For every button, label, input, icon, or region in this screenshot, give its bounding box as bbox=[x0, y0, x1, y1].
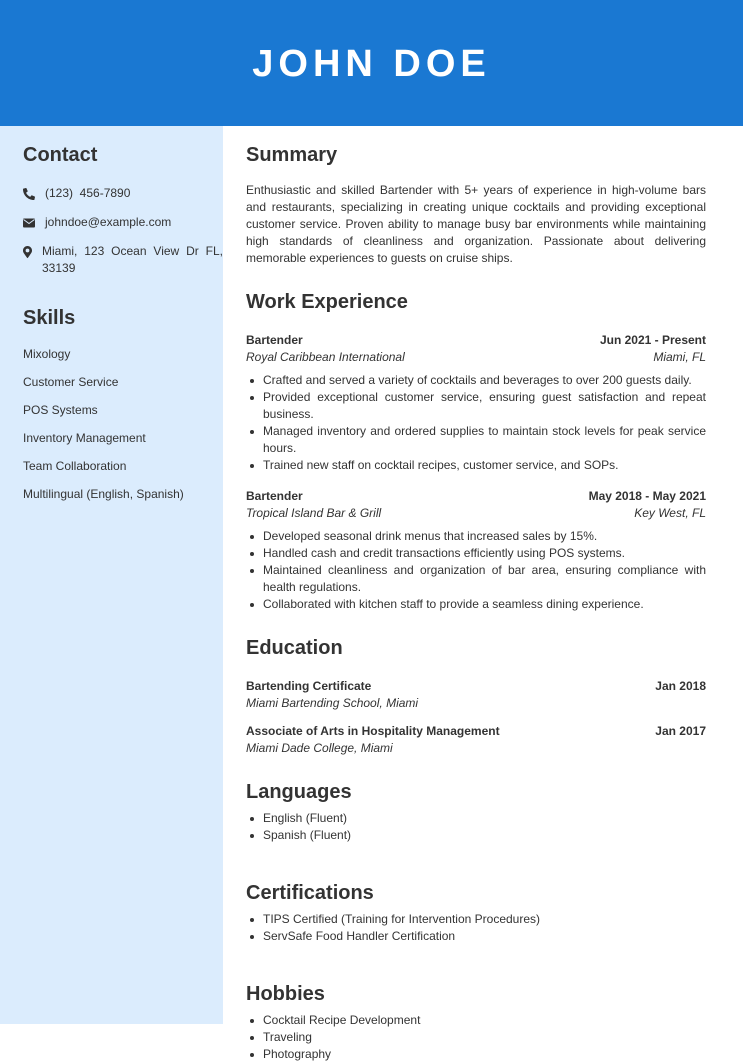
skill-item: Mixology bbox=[23, 347, 71, 361]
job-dates: Jun 2021 - Present bbox=[599, 333, 706, 347]
certifications-heading: Certifications bbox=[246, 882, 374, 904]
address-text: Miami, 123 Ocean View Dr FL, 33139 bbox=[42, 244, 223, 275]
education-heading: Education bbox=[246, 637, 343, 659]
hobbies-heading: Hobbies bbox=[246, 983, 325, 1005]
bullet-item: Crafted and served a variety of cocktails and beverages to over 200 guests daily. bbox=[246, 372, 706, 389]
job-role: Bartender bbox=[246, 333, 303, 347]
phone-icon bbox=[23, 185, 45, 202]
education-degree: Bartending Certificate bbox=[246, 679, 372, 693]
phone-text: (123) 456-7890 bbox=[45, 186, 131, 200]
language-item: English (Fluent) bbox=[246, 810, 706, 827]
map-pin-icon bbox=[23, 243, 42, 260]
main-content bbox=[246, 126, 706, 1063]
job-dates: May 2018 - May 2021 bbox=[588, 489, 706, 503]
skills-heading: Skills bbox=[23, 307, 76, 329]
job-company: Royal Caribbean International bbox=[246, 350, 405, 364]
email-text: johndoe@example.com bbox=[45, 215, 172, 229]
education-school: Miami Bartending School, Miami bbox=[246, 696, 419, 710]
contact-phone bbox=[23, 185, 223, 202]
bullet-item: Maintained cleanliness and organization of bar area, ensuring compliance with health regulations. bbox=[246, 562, 706, 596]
job-entry bbox=[246, 488, 706, 613]
education-degree: Associate of Arts in Hospitality Management bbox=[246, 724, 500, 738]
bullet-item: Collaborated with kitchen staff to provide a seamless dining experience. bbox=[246, 596, 706, 613]
summary-heading: Summary bbox=[246, 144, 338, 166]
skill-item: Multilingual (English, Spanish) bbox=[23, 487, 184, 501]
education-entry bbox=[246, 678, 706, 712]
languages-list bbox=[246, 810, 706, 844]
bullet-item: Managed inventory and ordered supplies to maintain stock levels for peak service hours. bbox=[246, 423, 706, 457]
job-location: Key West, FL bbox=[634, 506, 706, 520]
contact-heading: Contact bbox=[23, 144, 98, 166]
hobbies-list bbox=[246, 1012, 706, 1063]
skill-item: Customer Service bbox=[23, 375, 119, 389]
certification-item: ServSafe Food Handler Certification bbox=[246, 928, 706, 945]
job-bullets bbox=[246, 528, 706, 613]
skills-list bbox=[23, 346, 223, 514]
job-role: Bartender bbox=[246, 489, 303, 503]
hobby-item: Cocktail Recipe Development bbox=[246, 1012, 706, 1029]
bullet-item: Provided exceptional customer service, ensuring guest satisfaction and repeat business. bbox=[246, 389, 706, 423]
education-entry bbox=[246, 723, 706, 757]
work-experience-heading: Work Experience bbox=[246, 291, 408, 313]
candidate-name: JOHN DOE bbox=[252, 42, 491, 85]
contact-email bbox=[23, 214, 223, 231]
language-item: Spanish (Fluent) bbox=[246, 827, 706, 844]
hobby-item: Photography bbox=[246, 1046, 706, 1063]
bullet-item: Handled cash and credit transactions efficiently using POS systems. bbox=[246, 545, 706, 562]
bullet-item: Developed seasonal drink menus that increased sales by 15%. bbox=[246, 528, 706, 545]
education-school: Miami Dade College, Miami bbox=[246, 741, 393, 755]
skill-item: Team Collaboration bbox=[23, 459, 127, 473]
job-location: Miami, FL bbox=[653, 350, 706, 364]
certifications-list bbox=[246, 911, 706, 945]
skill-item: Inventory Management bbox=[23, 431, 146, 445]
contact-address bbox=[23, 243, 223, 277]
sidebar bbox=[0, 126, 223, 1024]
header-banner bbox=[0, 0, 743, 126]
job-company: Tropical Island Bar & Grill bbox=[246, 506, 382, 520]
envelope-icon bbox=[23, 214, 45, 231]
education-date: Jan 2018 bbox=[655, 679, 706, 693]
hobby-item: Traveling bbox=[246, 1029, 706, 1046]
job-entry bbox=[246, 332, 706, 474]
skill-item: POS Systems bbox=[23, 403, 98, 417]
summary-text: Enthusiastic and skilled Bartender with 5+ years of experience in high-volume bars and restaurants, specializing in creating unique cocktails and providing exceptional customer service. Proven ability to manage busy bar environments while maintaining high standards of cleanliness and organization. Passionate about delivering memorable experiences to guests on cruise ships. bbox=[246, 183, 706, 265]
certification-item: TIPS Certified (Training for Intervention Procedures) bbox=[246, 911, 706, 928]
education-date: Jan 2017 bbox=[655, 724, 706, 738]
languages-heading: Languages bbox=[246, 781, 352, 803]
bullet-item: Trained new staff on cocktail recipes, customer service, and SOPs. bbox=[246, 457, 706, 474]
job-bullets bbox=[246, 372, 706, 474]
